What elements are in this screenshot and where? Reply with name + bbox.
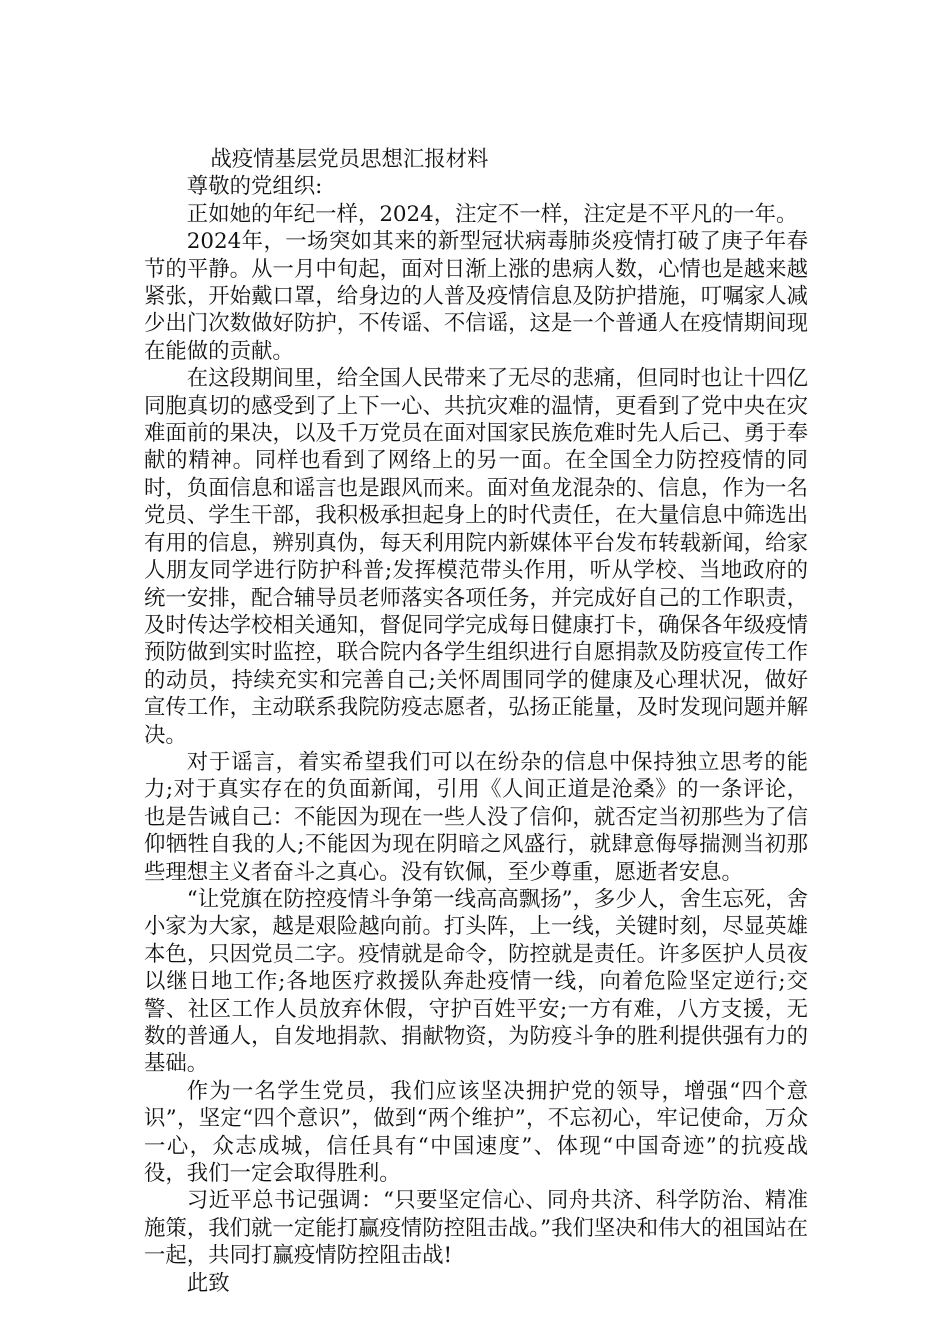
paragraph-xi-quote: 习近平总书记强调：“只要坚定信心、同舟共济、科学防治、精准施策，我们就一定能打赢疫情防控阻击战。”我们坚决和伟大的祖国站在一起，共同打赢疫情防控阻击战! [144, 1188, 808, 1269]
document-title: 战疫情基层党员思想汇报材料 [210, 147, 489, 172]
paragraph-duties: 在这段期间里，给全国人民带来了无尽的悲痛，但同时也让十四亿同胞真切的感受到了上下一心、共抗灾难的温情，更看到了党中央在灾难面前的果决，以及千万党员在面对国家民族危难时先人后己、勇于奉献的精神。同样也看到了网络上的另一面。在全国全力防控疫情的同时，负面信息和谣言也是跟风而来。面对鱼龙混杂的、信息，作为一名党员、学生干部，我积极承担起身上的时代责任，在大量信息中筛选出有用的信息，辨别真伪，每天利用院内新媒体平台发布转载新闻，给家人朋友同学进行防护科普;发挥模范带头作用，听从学校、当地政府的统一安排，配合辅导员老师落实各项任务，并完成好自己的工作职责，及时传达学校相关通知，督促同学完成每日健康打卡，确保各年级疫情预防做到实时监控，联合院内各学生组织进行自愿捐款及防疫宣传工作的动员，持续充实和完善自己;关怀周围同学的健康及心理状况，做好宣传工作，主动联系我院防疫志愿者，弘扬正能量，及时发现问题并解决。 [144, 366, 808, 748]
salutation: 尊敬的党组织: [186, 174, 323, 200]
closing-text: 此致 [186, 1270, 230, 1296]
paragraph-rumors: 对于谣言，着实希望我们可以在纷杂的信息中保持独立思考的能力;对于真实存在的负面新闻，引用《人间正道是沧桑》的一条评论，也是告诫自己：不能因为现在一些人没了信仰，就否定当初那些为了信仰牺牲自我的人;不能因为现在阴暗之风盛行，就肆意侮辱揣测当初那些理想主义者奋斗之真心。没有钦佩，至少尊重，愿逝者安息。 [144, 749, 808, 885]
paragraph-outbreak: 2024年，一场突如其来的新型冠状病毒肺炎疫情打破了庚子年春节的平静。从一月中旬起，面对日渐上涨的患病人数，心情也是越来越紧张，开始戴口罩，给身边的人普及疫情信息及防护措施，叮嘱家人减少出门次数做好防护，不传谣、不信谣，这是一个普通人在疫情期间现在能做的贡献。 [144, 229, 808, 364]
paragraph-student-member: 作为一名学生党员，我们应该坚决拥护党的领导，增强“四个意识”，坚定“四个意识”，做到“两个维护”，不忘初心，牢记使命，万众一心，众志成城，信任具有“中国速度”、体现“中国奇迹”的抗疫战役，我们一定会取得胜利。 [144, 1078, 808, 1187]
paragraph-party-flag: “让党旗在防控疫情斗争第一线高高飘扬”，多少人，舍生忘死，舍小家为大家，越是艰险越向前。打头阵，上一线，关键时刻，尽显英雄本色，只因党员二字。疫情就是命令，防控就是责任。许多医护人员夜以继日地工作;各地医疗救援队奔赴疫情一线，向着危险坚定逆行;交警、社区工作人员放弃休假，守护百姓平安;一方有难，八方支援，无数的普通人，自发地捐款、捐献物资，为防疫斗争的胜利提供强有力的基础。 [144, 886, 808, 1077]
document-body [144, 146, 808, 1297]
paragraph-intro: 正如她的年纪一样，2024，注定不一样，注定是不平凡的一年。 [186, 201, 798, 227]
